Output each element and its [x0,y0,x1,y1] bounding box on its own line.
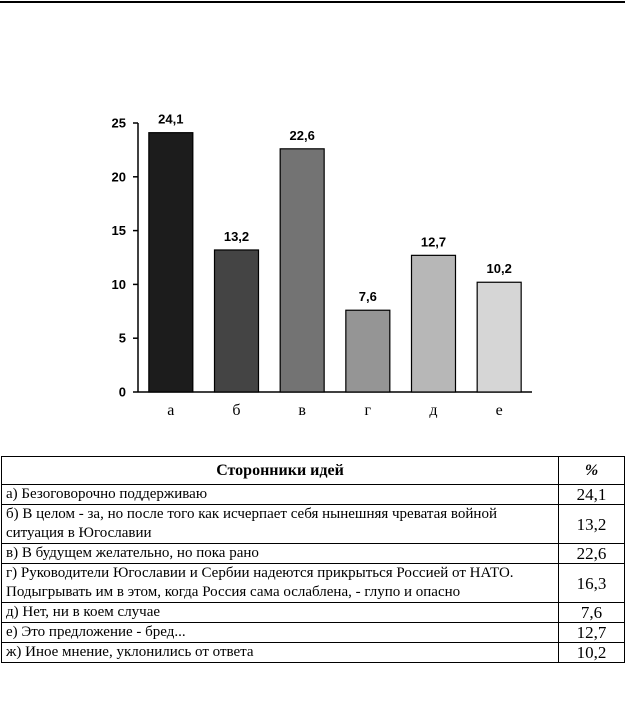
idea-percent: 10,2 [559,643,625,663]
bar-2 [215,250,259,392]
bar-6 [477,282,521,392]
idea-percent: 7,6 [559,603,625,623]
table-row [2,623,625,643]
idea-text: а) Безоговорочно поддерживаю [2,485,559,505]
bar-value-label: 22,6 [289,127,315,143]
y-tick-label: 0 [118,384,126,400]
bar-value-label: 10,2 [486,261,512,277]
bar-value-label: 12,7 [420,234,447,250]
table-row [2,485,625,505]
x-category-label: е [495,402,503,419]
x-category-label: а [167,402,175,419]
x-category-label: д [429,402,438,419]
idea-percent: 24,1 [559,485,625,505]
bar-value-label: 13,2 [223,228,250,244]
percent-column-header: % [559,457,625,485]
y-tick-label: 25 [111,115,126,131]
table-row [2,505,625,544]
y-tick-label: 5 [118,330,126,346]
y-tick-label: 10 [111,276,126,292]
idea-text: ж) Иное мнение, уклонились от ответа [2,643,559,663]
y-ticks [112,116,138,400]
table-header-row [2,457,625,485]
data-labels [158,112,512,305]
x-category-label: б [232,402,241,419]
idea-text: е) Это предложение - бред... [2,623,559,643]
bar-1 [149,133,193,392]
idea-percent: 16,3 [559,564,625,603]
table-row [2,564,625,603]
idea-text: г) Руководители Югославии и Сербии надеются прикрыться Россией от НАТО. Подыгрывать им в этом, когда Россия сама ослаблена, - глупо и опасно [2,564,559,603]
idea-percent: 12,7 [559,623,625,643]
idea-column-header: Сторонники идей [2,457,559,485]
idea-text: д) Нет, ни в коем случае [2,603,559,623]
table-row [2,544,625,564]
bar-5 [412,255,456,392]
x-category-label: в [298,402,306,419]
ideas-table [1,456,625,663]
bar-3 [280,149,324,392]
idea-percent: 13,2 [559,505,625,544]
bar-value-label: 24,1 [158,111,184,127]
x-category-label: г [364,402,372,419]
bar-4 [346,310,390,392]
y-tick-label: 20 [111,169,126,185]
bar-value-label: 7,6 [358,289,377,305]
idea-text: в) В будущем желательно, но пока рано [2,544,559,564]
idea-percent: 22,6 [559,544,625,564]
y-tick-label: 15 [111,223,126,239]
table-row [2,603,625,623]
bars [149,133,521,392]
category-labels [167,402,502,419]
table-row [2,643,625,663]
idea-text: б) В целом - за, но после того как исчерпает себя нынешняя чреватая войной ситуация в Югославии [2,505,559,544]
chart-axes [138,123,532,392]
